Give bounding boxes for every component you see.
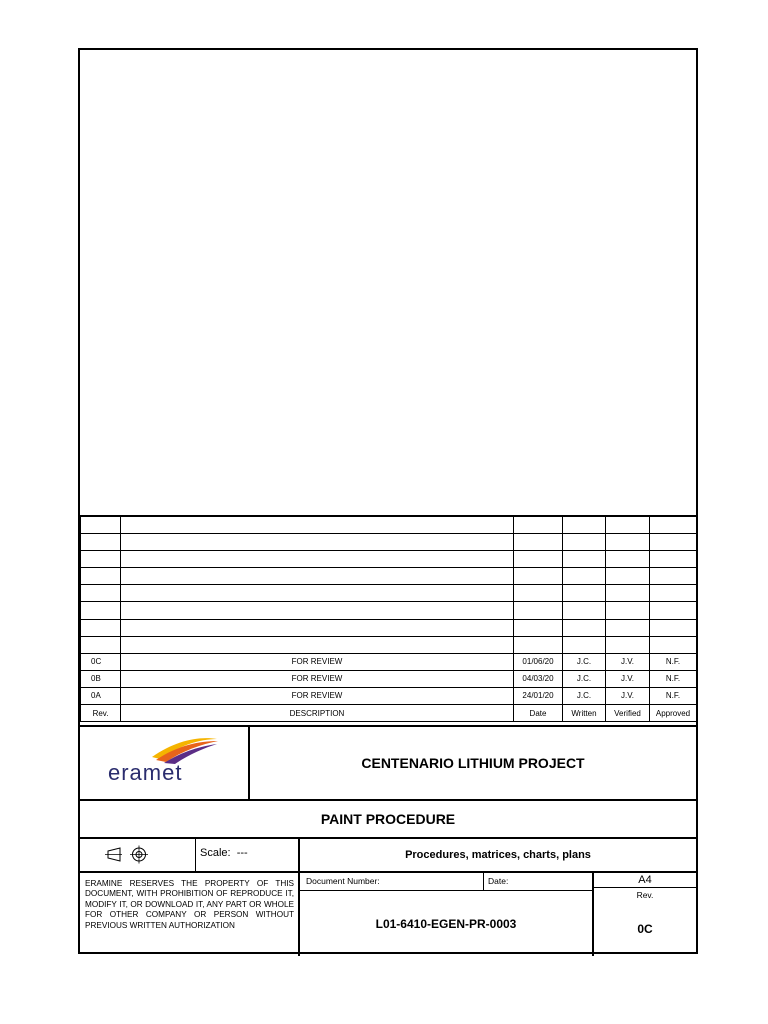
revision-verified-cell — [606, 568, 650, 585]
revision-date-cell — [514, 516, 563, 534]
revision-rev-cell — [81, 516, 121, 534]
revision-rev-cell — [81, 602, 121, 619]
revision-date-cell — [514, 534, 563, 551]
revision-verified-cell — [606, 534, 650, 551]
revision-row — [81, 602, 697, 619]
revision-description-cell: FOR REVIEW — [121, 670, 514, 687]
revision-rev-cell: 0A — [81, 687, 121, 704]
header-rev: Rev. — [81, 705, 121, 722]
scale-cell — [196, 839, 300, 873]
projection-symbol-cell — [80, 839, 196, 873]
revision-row — [81, 516, 697, 534]
document-category: Procedures, matrices, charts, plans — [300, 839, 696, 873]
revision-description-cell — [121, 516, 514, 534]
logo-cell — [80, 727, 250, 801]
revision-value: 0C — [637, 922, 653, 936]
header-date: Date — [514, 705, 563, 722]
revision-approved-cell — [650, 585, 697, 602]
project-title: CENTENARIO LITHIUM PROJECT — [250, 727, 696, 801]
revision-approved-cell — [650, 516, 697, 534]
revision-written-cell: J.C. — [563, 670, 606, 687]
revision-approved-cell — [650, 534, 697, 551]
revision-description-cell — [121, 534, 514, 551]
revision-approved-cell — [650, 602, 697, 619]
revision-verified-cell: J.V. — [606, 670, 650, 687]
document-number-value: L01-6410-EGEN-PR-0003 — [300, 891, 594, 956]
revision-row — [81, 687, 697, 704]
procedure-title: PAINT PROCEDURE — [80, 801, 696, 839]
revision-row — [81, 636, 697, 653]
revision-row — [81, 670, 697, 687]
document-number-label: Document Number: — [300, 873, 484, 891]
revision-row — [81, 653, 697, 670]
revision-description-cell — [121, 585, 514, 602]
revision-approved-cell: N.F. — [650, 653, 697, 670]
revision-description-cell — [121, 602, 514, 619]
revision-rev-cell — [81, 585, 121, 602]
revision-verified-cell — [606, 551, 650, 568]
revision-verified-cell — [606, 585, 650, 602]
revision-approved-cell — [650, 568, 697, 585]
revision-approved-cell: N.F. — [650, 687, 697, 704]
revision-written-cell — [563, 551, 606, 568]
eramet-logo — [80, 727, 248, 799]
scale-label: Scale: — [200, 847, 231, 859]
date-label: Date: — [484, 873, 594, 891]
revision-written-cell — [563, 585, 606, 602]
revision-written-cell — [563, 516, 606, 534]
revision-rev-cell: 0B — [81, 670, 121, 687]
revision-approved-cell: N.F. — [650, 670, 697, 687]
revision-approved-cell — [650, 636, 697, 653]
revision-written-cell: J.C. — [563, 687, 606, 704]
revision-written-cell — [563, 568, 606, 585]
revision-verified-cell — [606, 619, 650, 636]
revision-written-cell — [563, 619, 606, 636]
third-angle-projection-icon — [80, 839, 194, 871]
revision-row — [81, 534, 697, 551]
revision-date-cell — [514, 636, 563, 653]
revision-description-cell — [121, 568, 514, 585]
revision-description-cell: FOR REVIEW — [121, 653, 514, 670]
revision-date-cell — [514, 585, 563, 602]
sheet-size: A4 — [594, 873, 696, 888]
revision-table-header — [81, 705, 697, 722]
revision-description-cell: FOR REVIEW — [121, 687, 514, 704]
drawing-sheet — [78, 48, 698, 954]
title-block — [80, 725, 696, 956]
revision-verified-cell — [606, 636, 650, 653]
drawing-area — [80, 50, 696, 515]
revision-date-cell: 04/03/20 — [514, 670, 563, 687]
revision-row — [81, 551, 697, 568]
revision-date-cell — [514, 602, 563, 619]
revision-description-cell — [121, 619, 514, 636]
revision-rev-cell: 0C — [81, 653, 121, 670]
revision-rev-cell — [81, 568, 121, 585]
revision-rev-cell — [81, 551, 121, 568]
revision-date-cell: 24/01/20 — [514, 687, 563, 704]
revision-approved-cell — [650, 551, 697, 568]
header-description: DESCRIPTION — [121, 705, 514, 722]
revision-verified-cell: J.V. — [606, 687, 650, 704]
header-written: Written — [563, 705, 606, 722]
revision-date-cell — [514, 619, 563, 636]
revision-written-cell — [563, 636, 606, 653]
revision-written-cell — [563, 534, 606, 551]
revision-verified-cell: J.V. — [606, 653, 650, 670]
revision-verified-cell — [606, 516, 650, 534]
revision-written-cell — [563, 602, 606, 619]
property-notice: ERAMINE RESERVES THE PROPERTY OF THIS DOCUMENT, WITH PROHIBITION OF REPRODUCE IT, MODIFY IT, OR DOWNLOAD IT, ANY PART OR WHOLE FOR OTHER COMPANY OR PERSON WITHOUT PREVIOUS WRITTEN AUTHORIZATION — [80, 873, 300, 956]
revision-row — [81, 585, 697, 602]
revision-written-cell: J.C. — [563, 653, 606, 670]
header-approved: Approved — [650, 705, 697, 722]
revision-description-cell — [121, 636, 514, 653]
revision-row — [81, 619, 697, 636]
revision-date-cell — [514, 568, 563, 585]
revision-description-cell — [121, 551, 514, 568]
logo-text: eramet — [108, 760, 183, 785]
revision-verified-cell — [606, 602, 650, 619]
revision-rev-cell — [81, 619, 121, 636]
revision-row — [81, 568, 697, 585]
revision-rev-cell — [81, 534, 121, 551]
scale-value: --- — [236, 847, 248, 859]
header-verified: Verified — [606, 705, 650, 722]
revision-table — [80, 515, 697, 722]
revision-approved-cell — [650, 619, 697, 636]
revision-label: Rev. — [636, 890, 654, 900]
revision-date-cell — [514, 551, 563, 568]
revision-date-cell: 01/06/20 — [514, 653, 563, 670]
revision-rev-cell — [81, 636, 121, 653]
